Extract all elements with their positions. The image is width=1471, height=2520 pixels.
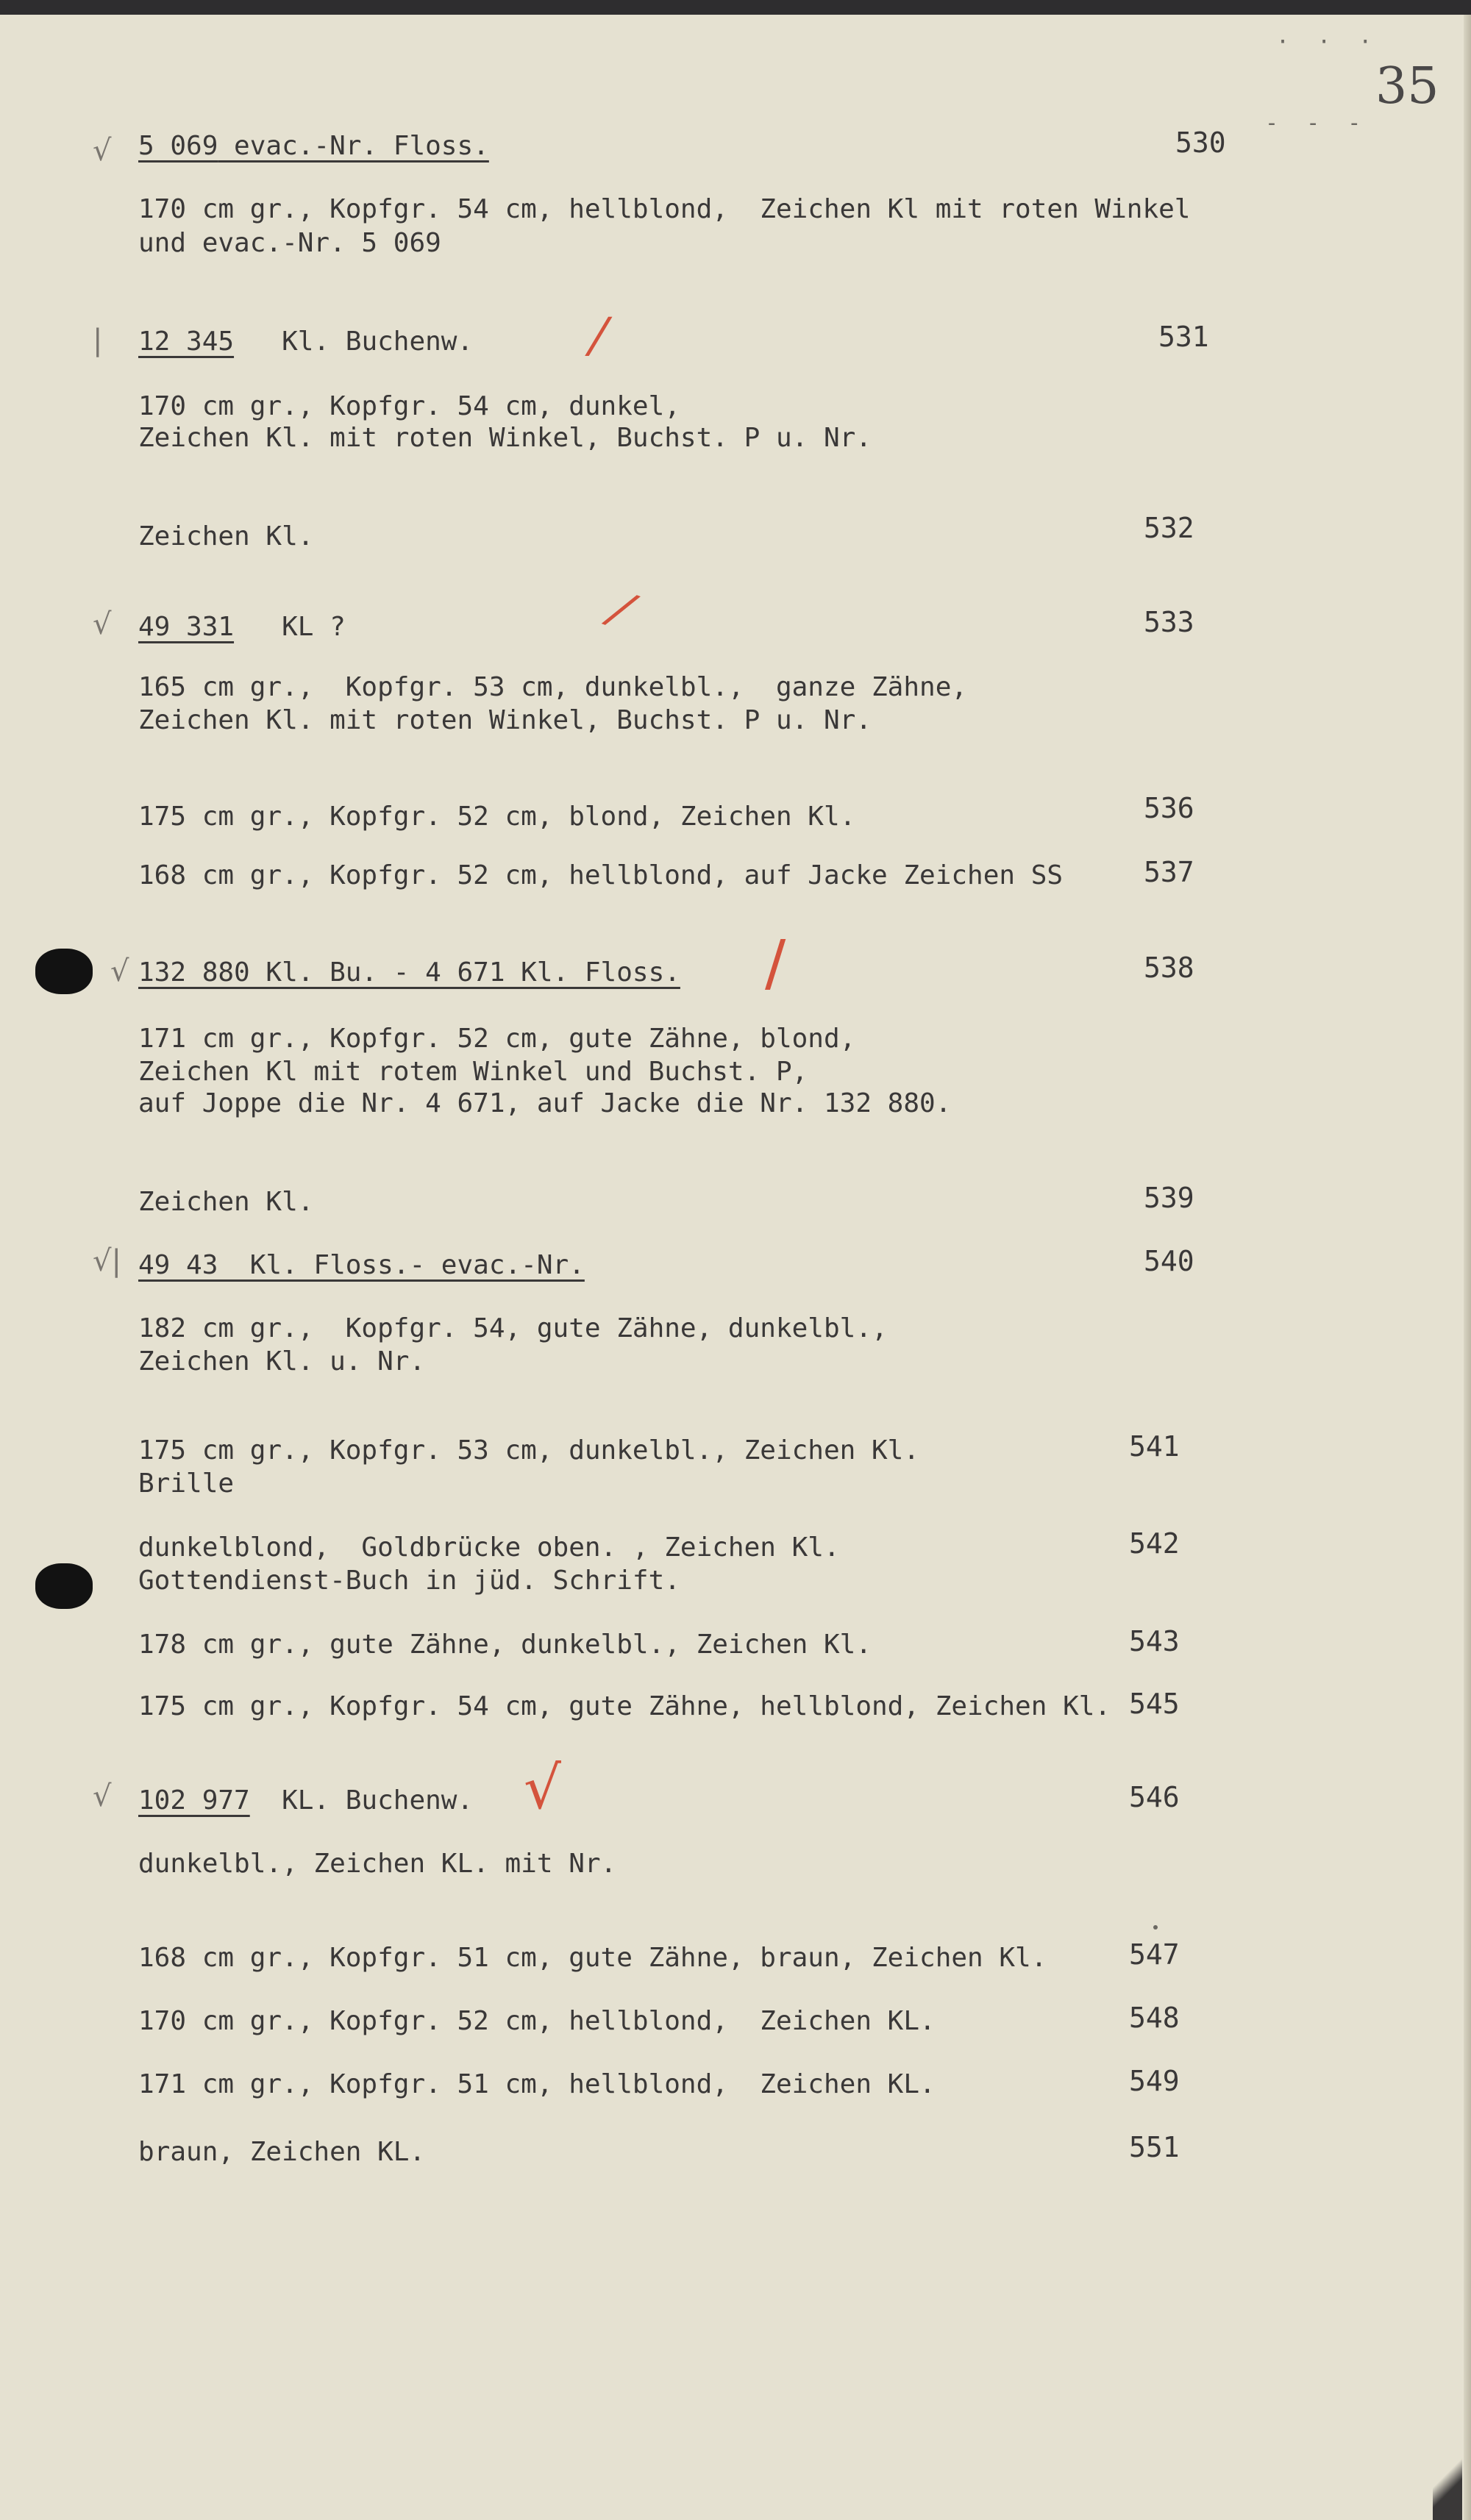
entry-heading <box>138 956 680 990</box>
description-line: 182 cm gr., Kopfgr. 54, gute Zähne, dunkelbl., <box>138 1313 888 1343</box>
description-line: Brille <box>138 1468 235 1499</box>
red-tick-icon: ⁄ <box>594 307 603 368</box>
description-line: Zeichen Kl. mit roten Winkel, Buchst. P u. Nr. <box>138 423 872 453</box>
scan-right-edge <box>1464 15 1471 2520</box>
checkmark-icon: √ <box>110 954 129 988</box>
camp-label: Kl. Buchenw. <box>234 326 474 357</box>
entry-number: 549 <box>1129 2065 1180 2097</box>
red-tick-icon: / <box>765 927 786 999</box>
prisoner-number: 5 069 <box>138 131 218 161</box>
prisoner-number: 12 345 <box>138 326 235 357</box>
entry-number: 543 <box>1129 1625 1180 1657</box>
description-line: 170 cm gr., Kopfgr. 54 cm, dunkel, <box>138 391 680 421</box>
entry-number: 542 <box>1129 1527 1180 1560</box>
checkmark-icon: √ <box>93 607 112 641</box>
description-line: Gottendienst-Buch in jüd. Schrift. <box>138 1566 680 1596</box>
entry-number: 536 <box>1144 792 1194 824</box>
description-line: 175 cm gr., Kopfgr. 54 cm, gute Zähne, hellblond, Zeichen Kl. <box>138 1691 1111 1721</box>
entry-number: 548 <box>1129 2002 1180 2034</box>
margin-dots: · · · <box>1276 29 1380 55</box>
description-line: 170 cm gr., Kopfgr. 54 cm, hellblond, Zeichen Kl mit roten Winkel <box>138 194 1191 224</box>
prisoner-numbers: 132 880 Kl. Bu. - 4 671 Kl. Floss. <box>138 957 680 988</box>
description-line: 178 cm gr., gute Zähne, dunkelbl., Zeichen Kl. <box>138 1630 872 1660</box>
punch-hole-icon <box>35 1563 93 1609</box>
entry-number: 547 <box>1129 1938 1180 1971</box>
description-line: 171 cm gr., Kopfgr. 52 cm, gute Zähne, blond, <box>138 1024 856 1054</box>
entry-number: 546 <box>1129 1781 1180 1813</box>
scan-corner-mark <box>1433 2446 1462 2520</box>
checkmark-icon: | <box>93 324 103 357</box>
entry-number: 541 <box>1129 1430 1180 1463</box>
entry-heading <box>138 129 489 163</box>
prisoner-numbers: 49 43 Kl. Floss.- evac.-Nr. <box>138 1250 585 1280</box>
description-line: 168 cm gr., Kopfgr. 52 cm, hellblond, auf Jacke Zeichen SS <box>138 860 1064 890</box>
description-line: 175 cm gr., Kopfgr. 53 cm, dunkelbl., Zeichen Kl. <box>138 1435 920 1466</box>
description-line: Zeichen Kl. mit roten Winkel, Buchst. P u. Nr. <box>138 705 872 735</box>
prisoner-number: 49 331 <box>138 612 235 642</box>
description-line: 165 cm gr., Kopfgr. 53 cm, dunkelbl., ganze Zähne, <box>138 672 968 702</box>
description-line: dunkelbl., Zeichen KL. mit Nr. <box>138 1849 617 1879</box>
entry-heading <box>138 325 473 359</box>
prisoner-number: 102 977 <box>138 1785 250 1816</box>
entry-heading <box>138 1249 585 1282</box>
entry-heading <box>138 610 346 644</box>
description-line: dunkelblond, Goldbrücke oben. , Zeichen Kl. <box>138 1532 840 1563</box>
red-tick-icon: √ <box>524 1754 561 1822</box>
description-line: Zeichen Kl. <box>138 1187 314 1217</box>
description-line: auf Joppe die Nr. 4 671, auf Jacke die Nr. 132 880. <box>138 1088 952 1118</box>
description-line: braun, Zeichen KL. <box>138 2137 426 2167</box>
description-line: und evac.-Nr. 5 069 <box>138 228 441 258</box>
entry-number: 538 <box>1144 952 1194 984</box>
description-line: Zeichen Kl. <box>138 521 314 552</box>
entry-number: 539 <box>1144 1182 1194 1214</box>
entry-number: 540 <box>1144 1245 1194 1277</box>
entry-number: 530 <box>1175 126 1226 159</box>
entry-number: 551 <box>1129 2131 1180 2163</box>
camp-label: KL. Buchenw. <box>249 1785 474 1816</box>
red-tick-icon: ⁄ <box>606 581 635 641</box>
entry-heading <box>138 1784 473 1818</box>
entry-number: 545 <box>1129 1688 1180 1720</box>
checkmark-icon: √ <box>93 134 112 168</box>
description-line: 171 cm gr., Kopfgr. 51 cm, hellblond, Zeichen KL. <box>138 2069 936 2099</box>
entry-number: 537 <box>1144 856 1194 888</box>
scan-top-edge <box>0 0 1471 15</box>
punch-hole-icon <box>35 949 93 994</box>
entry-number: 533 <box>1144 606 1194 638</box>
checkmark-icon: √| <box>93 1244 121 1278</box>
margin-dashes: - - - <box>1265 110 1369 136</box>
description-line: Zeichen Kl. u. Nr. <box>138 1346 426 1377</box>
camp-label: evac.-Nr. Floss. <box>218 131 489 161</box>
entry-number: 531 <box>1158 321 1209 353</box>
description-line: Zeichen Kl mit rotem Winkel und Buchst. P, <box>138 1057 808 1087</box>
description-line: 168 cm gr., Kopfgr. 51 cm, gute Zähne, braun, Zeichen Kl. <box>138 1943 1047 1973</box>
checkmark-icon: √ <box>93 1780 112 1813</box>
description-line: 175 cm gr., Kopfgr. 52 cm, blond, Zeichen Kl. <box>138 802 856 832</box>
entry-number: 532 <box>1144 512 1194 544</box>
description-line: 170 cm gr., Kopfgr. 52 cm, hellblond, Zeichen KL. <box>138 2006 936 2036</box>
camp-label: KL ? <box>234 612 346 642</box>
page-number: 35 <box>1375 57 1439 115</box>
paper-speck <box>1153 1925 1158 1930</box>
